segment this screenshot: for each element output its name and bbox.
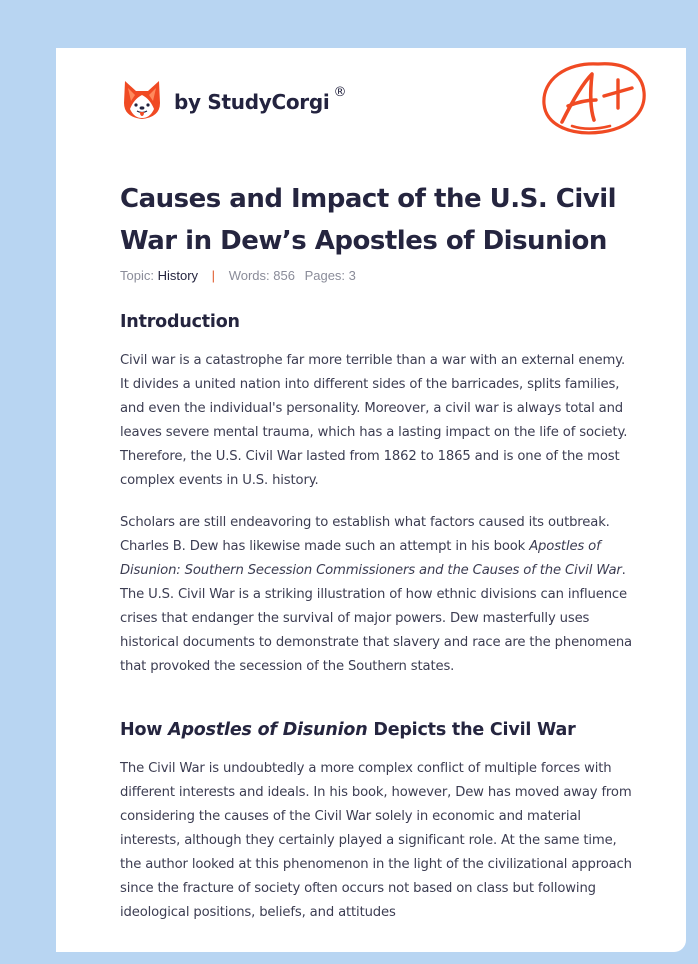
heading-italic: Apostles of Disunion: [168, 720, 368, 740]
heading-text: How: [120, 720, 169, 740]
section-apostles: [120, 720, 635, 740]
logo-text: by StudyCorgi: [174, 90, 330, 114]
word-count: Words: 856: [228, 268, 295, 283]
section-heading: [120, 720, 635, 740]
paragraph: Civil war is a catastrophe far more terrible than a war with an external enemy. It divides a united nation into different sides of the barricades, splits families, and even the individual's personality. Moreover, a civil war is always total and leaves severe mental trauma, which has a lasting impact on the life of society. Therefore, the U.S. Civil War lasted from 1862 to 1865 and is one of the most complex events in U.S. history.: [120, 353, 628, 488]
document-card: [56, 48, 686, 952]
studycorgi-logo[interactable]: [122, 76, 346, 122]
section-introduction: [120, 312, 635, 332]
registered-mark: ®: [333, 84, 347, 100]
meta-separator: |: [211, 268, 216, 283]
book-title-italic: Apostles of Disunion: Southern Secession Commissioners and the Causes of the Civil War: [120, 539, 622, 578]
topic-link[interactable]: History: [157, 268, 199, 283]
heading-text: Depicts the Civil War: [367, 720, 576, 740]
a-plus-grade-icon: [538, 58, 650, 140]
apostles-paragraph-1: [120, 757, 635, 925]
paragraph-text: . The U.S. Civil War is a striking illustration of how ethnic divisions can influence crises that endanger the survival of major powers. Dew masterfully uses historical documents to demonstrate that slavery and race are the phenomena that provoked the secession of the Southern states.: [120, 563, 632, 674]
paragraph: [120, 511, 635, 679]
article-meta: [120, 268, 356, 283]
topic-label: Topic:: [120, 268, 154, 283]
paragraph: The Civil War is undoubtedly a more complex conflict of multiple forces with different interests and ideals. In his book, however, Dew has moved away from considering the causes of the Civil War solely in economic and material interests, although they certainly played a significant role. At the same time, the author looked at this phenomenon in the light of the civilizational approach since the fracture of society often occurs not based on class but following ideological positions, beliefs, and attitudes: [120, 761, 632, 920]
intro-paragraph-1: [120, 349, 635, 493]
paragraph-text: Scholars are still endeavoring to establish what factors caused its outbreak. Charles B. Dew has likewise made such an attempt in his book: [120, 515, 610, 554]
section-heading: Introduction: [120, 312, 240, 332]
intro-paragraph-2: [120, 511, 635, 679]
corgi-icon: [122, 77, 162, 121]
article-title: Causes and Impact of the U.S. Civil War in Dew’s Apostles of Disunion: [120, 184, 617, 256]
page-count: Pages: 3: [304, 268, 356, 283]
